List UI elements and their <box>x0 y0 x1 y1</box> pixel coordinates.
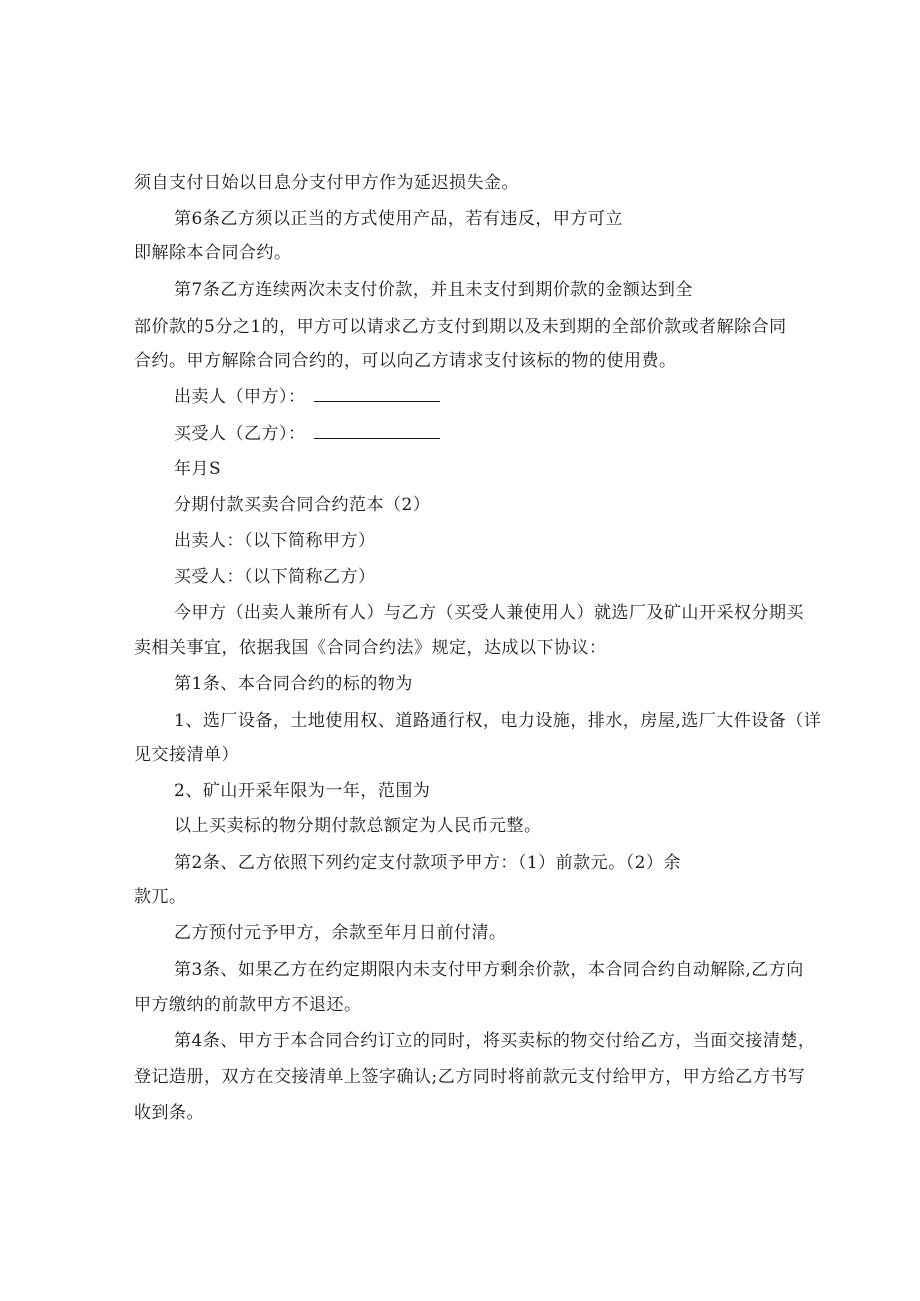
buyer-label: 买受人（乙方）： <box>174 424 306 444</box>
text-line: 第6条乙方须以正当的方式使用产品，若有违反，甲方可立 <box>174 209 623 229</box>
seller-signature-line <box>174 386 440 408</box>
text-line: 甲方缴纳的前款甲方不退还。 <box>134 995 362 1015</box>
text-line: 买受人：（以下简称乙方） <box>174 567 376 587</box>
text-line: 出卖人：（以下简称甲方） <box>174 531 376 551</box>
text-line: 1、选厂设备，土地使用权、道路通行权，电力设施，排水，房屋,选厂大件设备（详 <box>174 711 822 731</box>
text-line: 2、矿山开采年限为一年，范围为 <box>174 781 431 801</box>
text-line: 部价款的5分之1的，甲方可以请求乙方支付到期以及未到期的全部价款或者解除合同 <box>134 317 787 337</box>
text-line: 收到条。 <box>134 1103 204 1123</box>
text-line: 以上买卖标的物分期付款总额定为人民币元整。 <box>174 816 542 836</box>
text-line: 即解除本合同合约。 <box>134 243 292 263</box>
seller-blank <box>314 387 440 402</box>
text-line: 须自支付日始以日息分支付甲方作为延迟损失金。 <box>134 173 519 193</box>
text-line: 乙方预付元予甲方，余款至年月日前付清。 <box>174 923 507 943</box>
text-line: 登记造册，双方在交接清单上签字确认;乙方同时将前款元支付给甲方，甲方给乙方书写 <box>134 1067 806 1087</box>
buyer-blank <box>314 424 440 439</box>
text-line: 见交接清单） <box>134 745 239 765</box>
text-line: 第2条、乙方依照下列约定支付款项予甲方：（1）前款元。（2）余 <box>174 853 681 873</box>
section-title: 分期付款买卖合同合约范本（2） <box>174 495 431 515</box>
text-line: 今甲方（出卖人兼所有人）与乙方（买受人兼使用人）就选厂及矿山开采权分期买 <box>174 603 804 623</box>
text-line: 卖相关事宜，依据我国《合同合约法》规定，达成以下协议： <box>134 638 607 658</box>
text-line: 合约。甲方解除合同合约的，可以向乙方请求支付该标的物的使用费。 <box>134 351 677 371</box>
text-line: 第3条、如果乙方在约定期限内未支付甲方剩余价款，本合同合约自动解除,乙方向 <box>174 960 804 980</box>
buyer-signature-line <box>174 423 440 445</box>
text-line: 款兀。 <box>134 887 187 907</box>
text-line: 第1条、本合同合约的标的物为 <box>174 674 413 694</box>
seller-label: 出卖人（甲方）： <box>174 387 306 407</box>
text-line: 第7条乙方连续两次未支付价款，并且未支付到期价款的金额达到全 <box>174 280 693 300</box>
text-line: 第4条、甲方于本合同合约订立的同时，将买卖标的物交付给乙方，当面交接清楚， <box>174 1031 816 1051</box>
date-line: 年月S <box>174 459 222 479</box>
